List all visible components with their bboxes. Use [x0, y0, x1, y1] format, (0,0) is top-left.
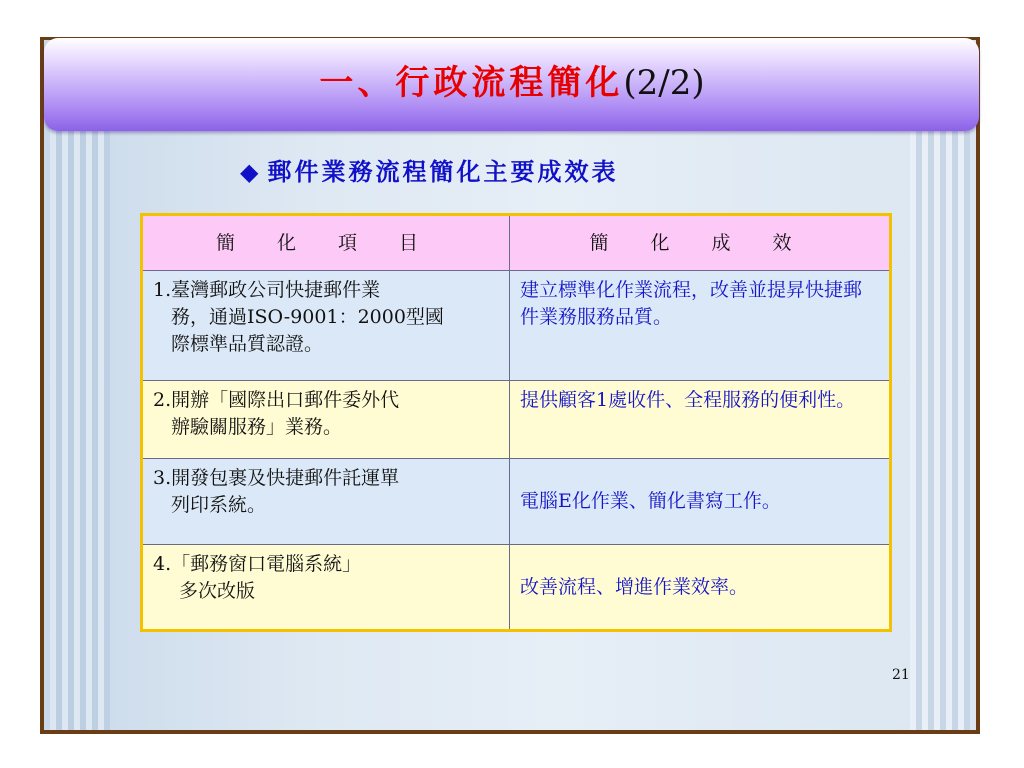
effect-cell: 改善流程、增進作業效率。 [510, 545, 891, 631]
diamond-bullet-icon: ◆ [240, 157, 262, 186]
item-text-line: 1.臺灣郵政公司快捷郵件業 [153, 279, 381, 301]
table-row [142, 381, 891, 459]
table-row [142, 459, 891, 545]
table-caption-text: 郵件業務流程簡化主要成效表 [267, 157, 619, 186]
left-pillar-decoration [50, 120, 110, 730]
item-text-line: 3.開發包裹及快捷郵件託運單 [153, 467, 400, 489]
item-cell [142, 459, 510, 545]
item-text-line: 多次改版 [179, 580, 256, 602]
item-cell [142, 381, 510, 459]
table-header-row [142, 215, 891, 271]
item-text-line: 際標準品質認證。 [171, 333, 324, 355]
header-effect: 簡 化 成 效 [510, 215, 891, 271]
effect-cell: 建立標準化作業流程，改善並提昇快捷郵件業務服務品質。 [510, 271, 891, 381]
table-row [142, 271, 891, 381]
item-text-line: 4.「郵務窗口電腦系統」 [153, 553, 362, 575]
page-number: 21 [892, 667, 910, 683]
table-caption [240, 152, 618, 187]
item-text-line: 辦驗關服務」業務。 [171, 416, 343, 438]
item-text-line: 務，通過ISO-9001：2000型國 [171, 306, 444, 328]
item-cell [142, 271, 510, 381]
item-text-line: 2.開辦「國際出口郵件委外代 [153, 389, 400, 411]
header-item: 簡 化 項 目 [142, 215, 510, 271]
title-main: 一、行政流程簡化 [319, 63, 624, 103]
title-suffix: (2/2) [623, 63, 705, 103]
item-cell [142, 545, 510, 631]
right-pillar-decoration [910, 120, 970, 730]
effects-table [140, 213, 892, 632]
item-text-line: 列印系統。 [171, 494, 267, 516]
effect-cell: 電腦E化作業、簡化書寫工作。 [510, 459, 891, 545]
effect-cell: 提供顧客1處收件、全程服務的便利性。 [510, 381, 891, 459]
table-row [142, 545, 891, 631]
slide-title [0, 63, 1024, 103]
